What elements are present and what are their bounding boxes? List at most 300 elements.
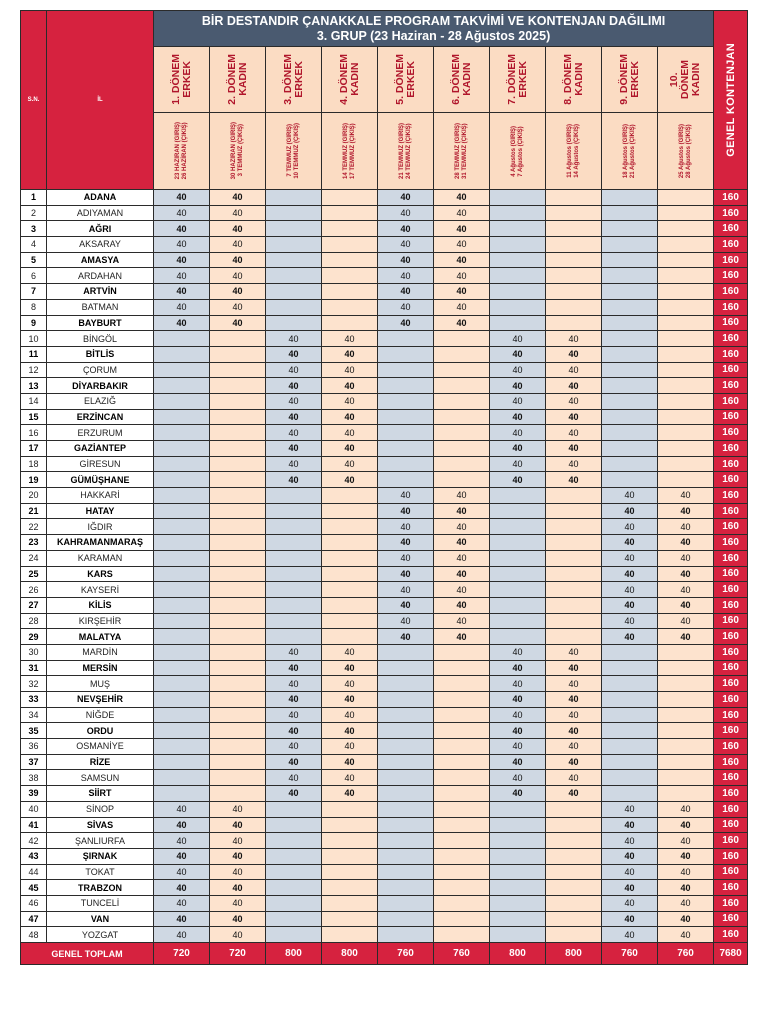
quota-cell [602,221,658,237]
quota-cell [378,472,434,488]
row-il: VAN [47,911,154,927]
row-sn: 25 [21,566,47,582]
table-row [21,660,748,676]
il-header: İL [47,11,154,190]
quota-cell [322,864,378,880]
table-row [21,378,748,394]
table-row [21,833,748,849]
quota-cell: 40 [322,754,378,770]
quota-cell [210,723,266,739]
row-sn: 10 [21,331,47,347]
quota-cell: 40 [434,221,490,237]
quota-cell [490,833,546,849]
quota-cell [658,786,714,802]
row-il: HATAY [47,503,154,519]
quota-cell [322,911,378,927]
row-sn: 1 [21,190,47,206]
quota-cell: 40 [266,754,322,770]
quota-cell: 40 [602,582,658,598]
row-sn: 18 [21,456,47,472]
period-dates-4 [322,113,378,190]
row-sn: 27 [21,597,47,613]
quota-cell: 40 [602,895,658,911]
quota-cell [546,613,602,629]
quota-cell [266,817,322,833]
quota-cell [322,268,378,284]
quota-cell: 40 [378,629,434,645]
row-sn: 7 [21,284,47,300]
quota-cell [434,378,490,394]
row-il: ERZURUM [47,425,154,441]
row-total: 160 [714,848,748,864]
row-total: 160 [714,676,748,692]
quota-cell [602,268,658,284]
quota-cell [210,378,266,394]
row-total: 160 [714,864,748,880]
quota-cell [322,582,378,598]
quota-cell [266,880,322,896]
quota-cell: 40 [266,441,322,457]
quota-cell [658,205,714,221]
period-dates-10 [658,113,714,190]
period-total-6: 760 [434,943,490,965]
table-row [21,754,748,770]
table-row [21,456,748,472]
quota-cell [210,519,266,535]
quota-cell [602,441,658,457]
quota-cell [602,786,658,802]
table-row [21,425,748,441]
period-total-4: 800 [322,943,378,965]
row-il: YOZGAT [47,927,154,943]
period-total-8: 800 [546,943,602,965]
quota-cell: 40 [378,550,434,566]
row-sn: 36 [21,739,47,755]
quota-cell [154,613,210,629]
period-dates-9 [602,113,658,190]
quota-cell [266,268,322,284]
quota-cell: 40 [154,817,210,833]
quota-cell [602,346,658,362]
quota-cell [378,441,434,457]
quota-cell [266,488,322,504]
quota-cell [322,252,378,268]
quota-cell [210,644,266,660]
row-sn: 30 [21,644,47,660]
table-row [21,268,748,284]
row-total: 160 [714,644,748,660]
quota-cell [266,629,322,645]
quota-cell [658,739,714,755]
period-label-3: 3. DÖNEM ERKEK [281,54,305,105]
quota-cell: 40 [266,393,322,409]
period-label-8: 8. DÖNEM KADIN [561,54,585,105]
quota-cell [490,550,546,566]
row-total: 160 [714,503,748,519]
quota-cell: 40 [434,582,490,598]
quota-cell: 40 [154,190,210,206]
quota-cell [490,299,546,315]
quota-cell [434,817,490,833]
quota-cell [434,644,490,660]
quota-cell: 40 [658,550,714,566]
quota-cell: 40 [602,488,658,504]
quota-cell [378,644,434,660]
row-il: KARS [47,566,154,582]
quota-cell: 40 [210,880,266,896]
quota-cell: 40 [322,346,378,362]
quota-cell: 40 [154,221,210,237]
row-sn: 12 [21,362,47,378]
quota-cell [322,880,378,896]
quota-cell [434,927,490,943]
period-dates-text-3: 7 TEMMUZ (GİRİŞ) 10 TEMMUZ (ÇIKIŞ) [286,123,300,179]
quota-cell: 40 [210,833,266,849]
quota-cell [434,676,490,692]
quota-cell: 40 [490,378,546,394]
quota-cell: 40 [546,676,602,692]
quota-cell [266,848,322,864]
quota-cell: 40 [378,566,434,582]
quota-cell [266,284,322,300]
quota-cell [658,299,714,315]
quota-cell [378,817,434,833]
quota-cell: 40 [546,692,602,708]
quota-cell [546,190,602,206]
quota-cell [434,441,490,457]
quota-cell: 40 [602,864,658,880]
quota-cell [210,331,266,347]
quota-cell: 40 [546,660,602,676]
quota-cell [490,268,546,284]
table-row [21,346,748,362]
quota-cell: 40 [266,739,322,755]
quota-cell: 40 [434,252,490,268]
quota-cell [210,754,266,770]
row-il: NEVŞEHİR [47,692,154,708]
quota-cell: 40 [546,456,602,472]
row-il: TOKAT [47,864,154,880]
quota-cell [322,535,378,551]
quota-cell [434,754,490,770]
quota-cell [490,535,546,551]
quota-cell [210,613,266,629]
quota-cell: 40 [546,331,602,347]
quota-cell: 40 [154,864,210,880]
quota-cell: 40 [378,284,434,300]
row-il: KAHRAMANMARAŞ [47,535,154,551]
period-label-5: 5. DÖNEM ERKEK [393,54,417,105]
genel-toplam-label: GENEL TOPLAM [21,943,154,965]
quota-cell [322,895,378,911]
quota-cell [658,393,714,409]
period-dates-text-2: 30 HAZİRAN (GİRİŞ) 3 TEMMUZ (ÇIKIŞ) [230,122,244,180]
table-row [21,801,748,817]
table-row [21,723,748,739]
quota-cell [490,597,546,613]
quota-cell [658,252,714,268]
row-il: SİVAS [47,817,154,833]
quota-cell: 40 [266,331,322,347]
quota-cell [322,613,378,629]
quota-cell [154,754,210,770]
row-il: GAZİANTEP [47,441,154,457]
row-sn: 21 [21,503,47,519]
quota-cell [490,503,546,519]
quota-cell [322,848,378,864]
quota-cell [210,393,266,409]
quota-cell [322,315,378,331]
quota-cell [602,205,658,221]
row-total: 160 [714,393,748,409]
quota-cell: 40 [210,268,266,284]
quota-cell: 40 [322,739,378,755]
quota-cell [378,660,434,676]
quota-cell: 40 [322,425,378,441]
quota-cell [378,393,434,409]
quota-cell: 40 [434,629,490,645]
quota-cell [602,331,658,347]
period-total-5: 760 [378,943,434,965]
quota-cell [154,393,210,409]
row-il: KAYSERİ [47,582,154,598]
quota-cell [266,503,322,519]
period-dates-text-10: 25 Ağustos (GİRİŞ) 28 Ağustos (ÇIKIŞ) [678,123,692,179]
quota-cell: 40 [658,833,714,849]
table-row [21,299,748,315]
quota-cell [490,519,546,535]
quota-cell: 40 [322,786,378,802]
row-total: 160 [714,582,748,598]
quota-cell [210,472,266,488]
quota-cell [658,472,714,488]
row-il: AMASYA [47,252,154,268]
row-il: DİYARBAKIR [47,378,154,394]
quota-cell: 40 [602,801,658,817]
quota-cell [490,284,546,300]
quota-cell: 40 [546,409,602,425]
period-header-5 [378,47,434,113]
period-dates-text-5: 21 TEMMUZ (GİRİŞ) 24 TEMMUZ (ÇIKIŞ) [398,122,412,179]
table-title [154,11,714,47]
row-sn: 41 [21,817,47,833]
quota-cell [434,692,490,708]
quota-cell [490,237,546,253]
quota-cell: 40 [434,550,490,566]
quota-cell: 40 [658,927,714,943]
row-total: 160 [714,629,748,645]
quota-cell [434,456,490,472]
quota-cell [490,613,546,629]
row-total: 160 [714,441,748,457]
period-header-6 [434,47,490,113]
table-row [21,441,748,457]
quota-cell [490,582,546,598]
table-row [21,550,748,566]
quota-cell: 40 [490,456,546,472]
quota-cell: 40 [434,535,490,551]
quota-cell [322,801,378,817]
quota-cell [658,770,714,786]
quota-cell [546,299,602,315]
row-il: TRABZON [47,880,154,896]
quota-cell [658,723,714,739]
quota-cell [434,707,490,723]
row-total: 160 [714,346,748,362]
quota-cell [154,660,210,676]
quota-cell [434,739,490,755]
row-total: 160 [714,895,748,911]
quota-cell [266,519,322,535]
quota-cell: 40 [658,503,714,519]
quota-cell [490,848,546,864]
quota-cell [490,488,546,504]
row-il: IĞDIR [47,519,154,535]
quota-cell [434,660,490,676]
quota-cell: 40 [490,346,546,362]
quota-cell: 40 [210,817,266,833]
quota-cell: 40 [658,566,714,582]
row-total: 160 [714,833,748,849]
quota-cell: 40 [490,786,546,802]
quota-cell: 40 [490,472,546,488]
quota-cell: 40 [434,519,490,535]
row-total: 160 [714,801,748,817]
row-sn: 29 [21,629,47,645]
quota-cell: 40 [154,268,210,284]
period-label-1: 1. DÖNEM ERKEK [169,54,193,105]
quota-cell [434,880,490,896]
quota-cell [490,880,546,896]
row-total: 160 [714,739,748,755]
quota-cell [602,692,658,708]
quota-cell: 40 [378,252,434,268]
period-total-3: 800 [266,943,322,965]
quota-cell [210,550,266,566]
row-sn: 37 [21,754,47,770]
quota-cell: 40 [378,268,434,284]
table-row [21,535,748,551]
quota-cell [602,676,658,692]
quota-cell: 40 [434,315,490,331]
period-header-1 [154,47,210,113]
quota-cell [434,723,490,739]
quota-cell [546,519,602,535]
quota-cell: 40 [210,911,266,927]
quota-cell [658,676,714,692]
row-il: ADIYAMAN [47,205,154,221]
row-il: BİNGÖL [47,331,154,347]
row-total: 160 [714,237,748,253]
quota-cell [546,817,602,833]
row-total: 160 [714,817,748,833]
quota-cell [490,315,546,331]
quota-cell: 40 [266,676,322,692]
quota-cell: 40 [322,331,378,347]
period-dates-8 [546,113,602,190]
quota-cell [602,770,658,786]
period-header-4 [322,47,378,113]
table-row [21,488,748,504]
quota-cell [602,739,658,755]
quota-cell [210,786,266,802]
quota-cell: 40 [154,880,210,896]
quota-cell [434,833,490,849]
row-total: 160 [714,409,748,425]
row-il: MUŞ [47,676,154,692]
quota-cell: 40 [602,880,658,896]
quota-cell [154,409,210,425]
quota-cell: 40 [154,911,210,927]
quota-cell [210,362,266,378]
quota-cell [266,613,322,629]
quota-cell: 40 [154,801,210,817]
quota-cell: 40 [266,786,322,802]
period-dates-6 [434,113,490,190]
quota-cell: 40 [490,660,546,676]
row-sn: 8 [21,299,47,315]
quota-cell [378,456,434,472]
quota-cell: 40 [658,488,714,504]
quota-cell [546,880,602,896]
quota-cell: 40 [434,284,490,300]
quota-cell: 40 [602,535,658,551]
quota-cell [154,676,210,692]
quota-cell [322,927,378,943]
quota-cell [658,707,714,723]
table-row [21,848,748,864]
quota-cell [378,770,434,786]
row-sn: 24 [21,550,47,566]
row-sn: 31 [21,660,47,676]
row-total: 160 [714,519,748,535]
period-label-2: 2. DÖNEM KADIN [225,54,249,105]
quota-cell [434,393,490,409]
row-sn: 20 [21,488,47,504]
quota-cell: 40 [378,221,434,237]
quota-cell [546,927,602,943]
quota-cell [154,550,210,566]
quota-cell [154,707,210,723]
quota-cell: 40 [210,299,266,315]
row-sn: 39 [21,786,47,802]
quota-cell [490,221,546,237]
quota-cell [546,315,602,331]
quota-cell: 40 [210,864,266,880]
period-header-2 [210,47,266,113]
quota-cell: 40 [658,848,714,864]
quota-cell: 40 [322,692,378,708]
row-il: ÇORUM [47,362,154,378]
row-total: 160 [714,362,748,378]
quota-cell [154,566,210,582]
grand-total: 7680 [714,943,748,965]
row-sn: 19 [21,472,47,488]
row-total: 160 [714,927,748,943]
title-line-2: 3. GRUP (23 Haziran - 28 Ağustos 2025) [316,28,551,43]
row-sn: 15 [21,409,47,425]
quota-cell [378,362,434,378]
quota-cell: 40 [546,472,602,488]
quota-cell [322,284,378,300]
quota-cell: 40 [322,456,378,472]
quota-cell [210,739,266,755]
quota-cell [602,362,658,378]
quota-cell: 40 [434,503,490,519]
quota-cell [602,190,658,206]
title-line-1: BİR DESTANDIR ÇANAKKALE PROGRAM TAKVİMİ VE KONTENJAN DAĞILIMI [201,13,666,28]
quota-cell: 40 [210,205,266,221]
